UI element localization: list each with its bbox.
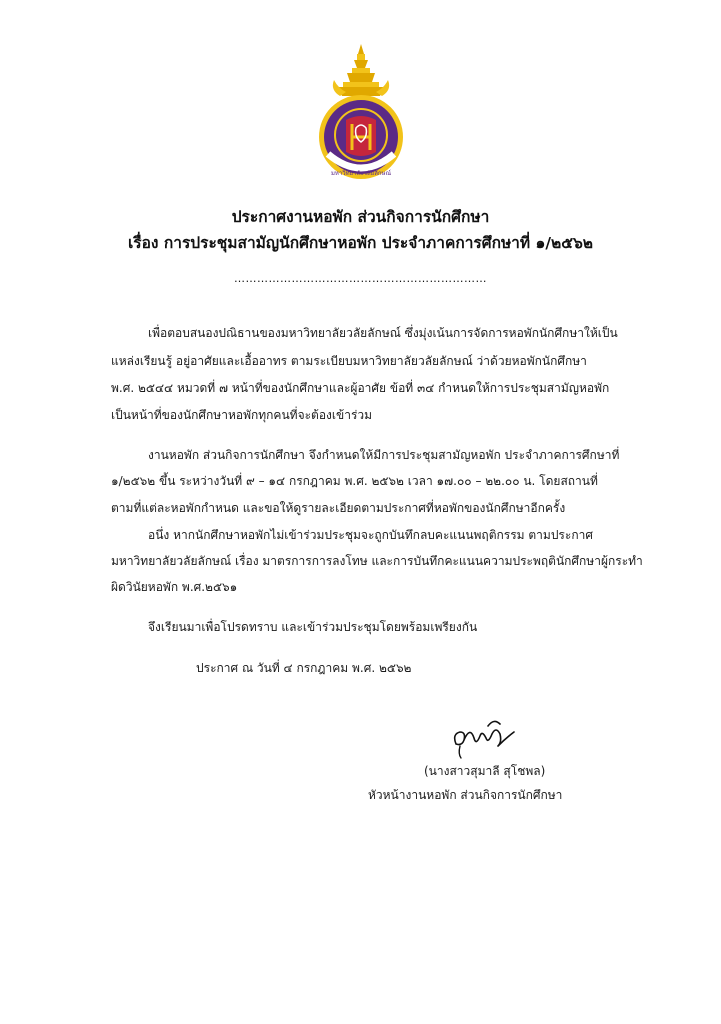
paragraph-1-line-1: เพื่อตอบสนองปณิธานของมหาวิทยาลัยวลัยลักษณ์ ซึ่งมุ่งเน้นการจัดการหอพักนักศึกษาให้เป็น <box>148 326 618 340</box>
paragraph-2-line-1: งานหอพัก ส่วนกิจการนักศึกษา จึงกำหนดให้มีการประชุมสามัญหอพัก ประจำภาคการศึกษาที่ <box>148 448 620 462</box>
announcement-title: ประกาศงานหอพัก ส่วนกิจการนักศึกษา <box>231 208 490 226</box>
announcement-date: ประกาศ ณ วันที่ ๔ กรกฎาคม พ.ศ. ๒๕๖๒ <box>196 661 412 675</box>
paragraph-2-line-3: ตามที่แต่ละหอพักกำหนด และขอให้ดูรายละเอียดตามประกาศที่หอพักของนักศึกษาอีกครั้ง <box>111 501 566 515</box>
paragraph-1-line-2: แหล่งเรียนรู้ อยู่อาศัยและเอื้ออาทร ตามระเบียบมหาวิทยาลัยวลัยลักษณ์ ว่าด้วยหอพักนักศึกษา <box>111 354 587 368</box>
paragraph-3-line-3: ผิดวินัยหอพัก พ.ศ.๒๕๖๑ <box>111 580 238 594</box>
paragraph-3-line-2: มหาวิทยาลัยวลัยลักษณ์ เรื่อง มาตรการการลงโทษ และการบันทึกคะแนนความประพฤตินักศึกษาผู้กระทำ <box>111 554 643 568</box>
signer-position: หัวหน้างานหอพัก ส่วนกิจการนักศึกษา <box>368 788 563 802</box>
signer-name: (นางสาวสุมาลี สุโชพล) <box>424 764 546 778</box>
announcement-subject: เรื่อง การประชุมสามัญนักศึกษาหอพัก ประจำภาคการศึกษาที่ ๑/๒๕๖๒ <box>127 234 593 252</box>
paragraph-1-line-4: เป็นหน้าที่ของนักศึกษาหอพักทุกคนที่จะต้องเข้าร่วม <box>111 408 373 422</box>
paragraph-1-line-3: พ.ศ. ๒๕๔๔ หมวดที่ ๗ หน้าที่ของนักศึกษาและผู้อาศัย ข้อที่ ๓๔ กำหนดให้การประชุมสามัญหอพัก <box>111 381 610 395</box>
separator-dots: ………………………………………………………… <box>234 272 487 285</box>
logo-lettering: มหาวิทยาลัยวลัยลักษณ์ <box>330 170 392 177</box>
university-emblem-logo <box>316 42 406 182</box>
paragraph-3-line-1: อนึ่ง หากนักศึกษาหอพักไม่เข้าร่วมประชุมจะถูกบันทึกลบคะแนนพฤติกรรม ตามประกาศ <box>148 528 593 542</box>
closing-statement: จึงเรียนมาเพื่อโปรดทราบ และเข้าร่วมประชุมโดยพร้อมเพรียงกัน <box>148 620 478 634</box>
handwritten-signature <box>428 712 538 762</box>
paragraph-2-line-2: ๑/๒๕๖๒ ขึ้น ระหว่างวันที่ ๙ – ๑๔ กรกฎาคม พ.ศ. ๒๕๖๒ เวลา ๑๗.๐๐ – ๒๒.๐๐ น. โดยสถานที่ <box>111 474 598 488</box>
signature-lettering: สุมาลี <box>428 712 431 713</box>
